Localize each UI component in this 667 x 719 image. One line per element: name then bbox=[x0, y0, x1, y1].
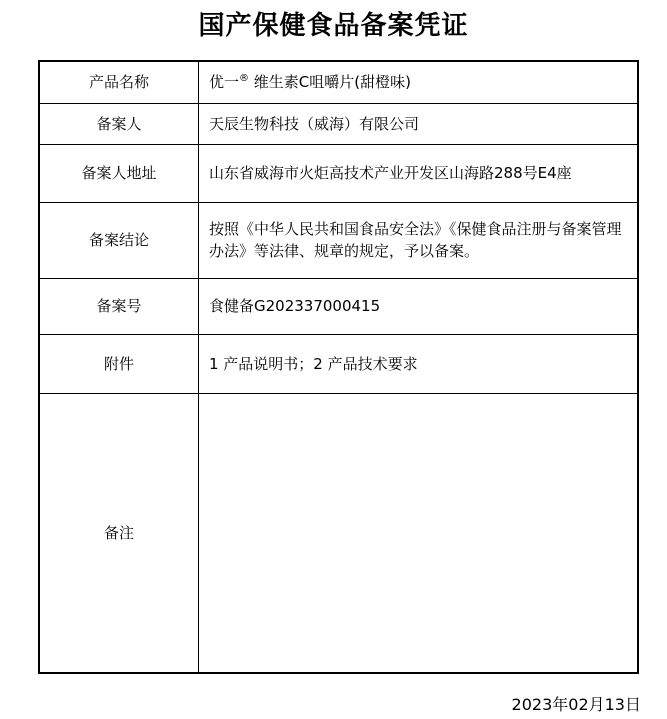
record-table bbox=[38, 60, 639, 674]
attachments-label: 附件 bbox=[39, 334, 199, 393]
registered-mark: ® bbox=[239, 73, 250, 85]
conclusion-value: 按照《中华人民共和国食品安全法》《保健食品注册与备案管理办法》等法律、规章的规定，予以备案。 bbox=[199, 202, 639, 278]
row-product-name bbox=[39, 61, 638, 103]
attachments-value: 1 产品说明书；2 产品技术要求 bbox=[199, 334, 639, 393]
product-name-prefix: 优一 bbox=[209, 73, 240, 92]
row-remarks bbox=[39, 393, 638, 673]
number-label: 备案号 bbox=[39, 278, 199, 334]
document-title: 国产保健食品备案凭证 bbox=[198, 11, 469, 41]
row-number bbox=[39, 278, 638, 334]
address-label: 备案人地址 bbox=[39, 144, 199, 202]
row-holder bbox=[39, 103, 638, 144]
holder-label: 备案人 bbox=[39, 103, 199, 144]
product-name-value bbox=[199, 61, 639, 103]
row-attachments bbox=[39, 334, 638, 393]
address-value: 山东省威海市火炬高技术产业开发区山海路288号E4座 bbox=[199, 144, 639, 202]
holder-value: 天辰生物科技（威海）有限公司 bbox=[199, 103, 639, 144]
product-name-suffix: 维生素C咀嚼片(甜橙味) bbox=[249, 73, 411, 92]
conclusion-label: 备案结论 bbox=[39, 202, 199, 278]
remarks-label: 备注 bbox=[39, 393, 199, 673]
product-name-label: 产品名称 bbox=[39, 61, 199, 103]
number-value: 食健备G202337000415 bbox=[199, 278, 639, 334]
row-conclusion bbox=[39, 202, 638, 278]
issue-date: 2023年02月13日 bbox=[511, 695, 641, 714]
row-address bbox=[39, 144, 638, 202]
remarks-value bbox=[199, 393, 639, 673]
